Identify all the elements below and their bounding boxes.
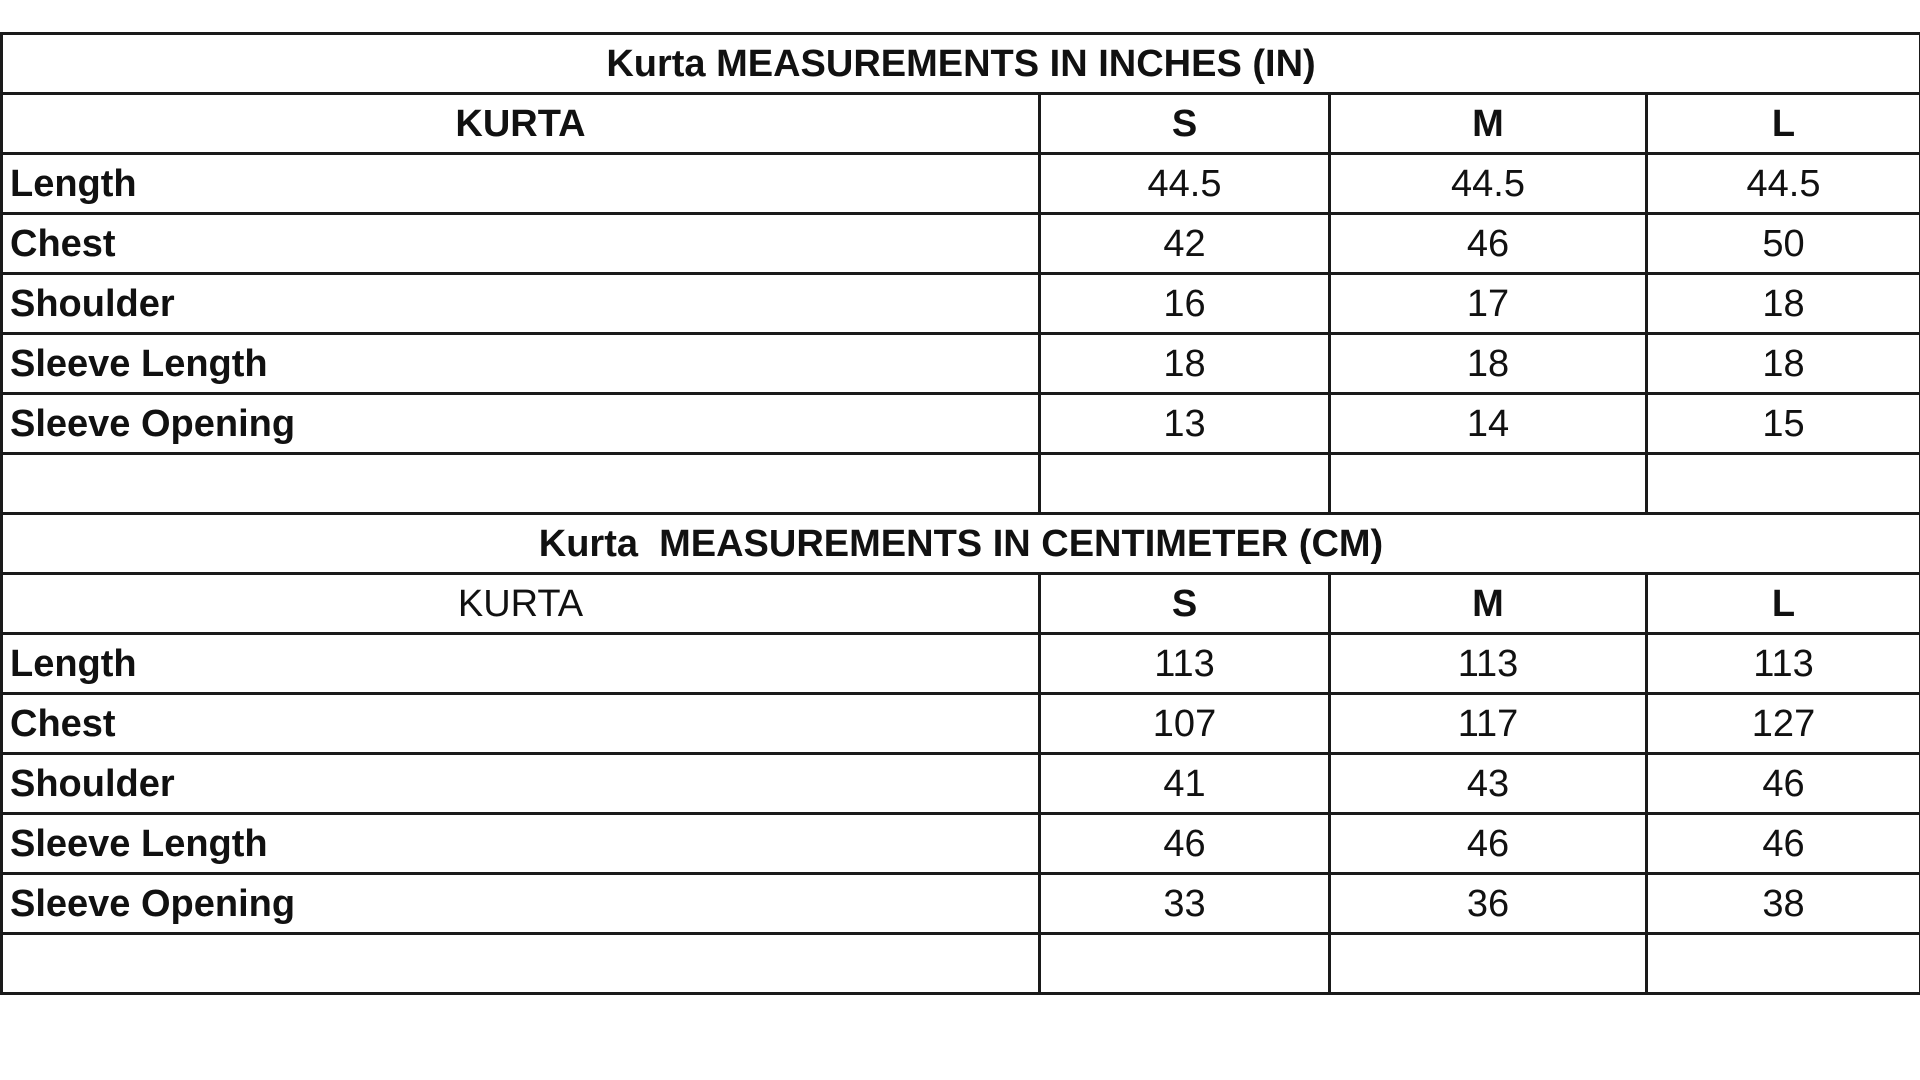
value-m: 46: [1330, 214, 1647, 274]
table-row: [2, 754, 1920, 814]
cm-header-row: [2, 574, 1920, 634]
row-label: Sleeve Length: [2, 334, 1040, 394]
value-m: 43: [1330, 754, 1647, 814]
table-row: [2, 634, 1920, 694]
value-s: 41: [1040, 754, 1330, 814]
table-row: [2, 394, 1920, 454]
value-m: 17: [1330, 274, 1647, 334]
value-l: 15: [1647, 394, 1920, 454]
table-row: [2, 874, 1920, 934]
inches-blank-row: [2, 454, 1920, 514]
blank-cell: [1040, 454, 1330, 514]
value-l: 44.5: [1647, 154, 1920, 214]
value-s: 42: [1040, 214, 1330, 274]
blank-cell: [1330, 454, 1647, 514]
row-label: Length: [2, 634, 1040, 694]
table-row: [2, 334, 1920, 394]
cm-header-size-l: L: [1647, 574, 1920, 634]
value-s: 33: [1040, 874, 1330, 934]
value-m: 117: [1330, 694, 1647, 754]
value-s: 18: [1040, 334, 1330, 394]
table-row: [2, 154, 1920, 214]
row-label: Sleeve Length: [2, 814, 1040, 874]
table-row: [2, 214, 1920, 274]
value-m: 18: [1330, 334, 1647, 394]
cm-header-size-s: S: [1040, 574, 1330, 634]
row-label: Sleeve Opening: [2, 394, 1040, 454]
table-row: [2, 274, 1920, 334]
blank-cell: [2, 934, 1040, 994]
value-s: 113: [1040, 634, 1330, 694]
value-s: 107: [1040, 694, 1330, 754]
value-s: 16: [1040, 274, 1330, 334]
value-l: 18: [1647, 274, 1920, 334]
value-s: 46: [1040, 814, 1330, 874]
row-label: Sleeve Opening: [2, 874, 1040, 934]
value-m: 46: [1330, 814, 1647, 874]
blank-cell: [1330, 934, 1647, 994]
inches-header-size-s: S: [1040, 94, 1330, 154]
value-s: 44.5: [1040, 154, 1330, 214]
inches-title-row: [2, 34, 1920, 94]
row-label: Length: [2, 154, 1040, 214]
row-label: Shoulder: [2, 274, 1040, 334]
row-label: Chest: [2, 214, 1040, 274]
value-l: 127: [1647, 694, 1920, 754]
value-l: 113: [1647, 634, 1920, 694]
inches-title: Kurta MEASUREMENTS IN INCHES (IN): [2, 34, 1920, 94]
inches-header-row: [2, 94, 1920, 154]
cm-header-label: KURTA: [2, 574, 1040, 634]
inches-header-size-l: L: [1647, 94, 1920, 154]
cm-title-row: [2, 514, 1920, 574]
inches-header-size-m: M: [1330, 94, 1647, 154]
row-label: Chest: [2, 694, 1040, 754]
row-label: Shoulder: [2, 754, 1040, 814]
value-l: 46: [1647, 814, 1920, 874]
blank-cell: [1040, 934, 1330, 994]
blank-cell: [1647, 454, 1920, 514]
value-m: 14: [1330, 394, 1647, 454]
size-chart-table: [0, 32, 1920, 995]
table-row: [2, 694, 1920, 754]
inches-header-label: KURTA: [2, 94, 1040, 154]
cm-blank-row: [2, 934, 1920, 994]
value-l: 18: [1647, 334, 1920, 394]
value-m: 113: [1330, 634, 1647, 694]
table-row: [2, 814, 1920, 874]
value-m: 44.5: [1330, 154, 1647, 214]
blank-cell: [1647, 934, 1920, 994]
value-s: 13: [1040, 394, 1330, 454]
blank-cell: [2, 454, 1040, 514]
value-m: 36: [1330, 874, 1647, 934]
value-l: 38: [1647, 874, 1920, 934]
cm-title: Kurta MEASUREMENTS IN CENTIMETER (CM): [2, 514, 1920, 574]
value-l: 50: [1647, 214, 1920, 274]
cm-header-size-m: M: [1330, 574, 1647, 634]
value-l: 46: [1647, 754, 1920, 814]
